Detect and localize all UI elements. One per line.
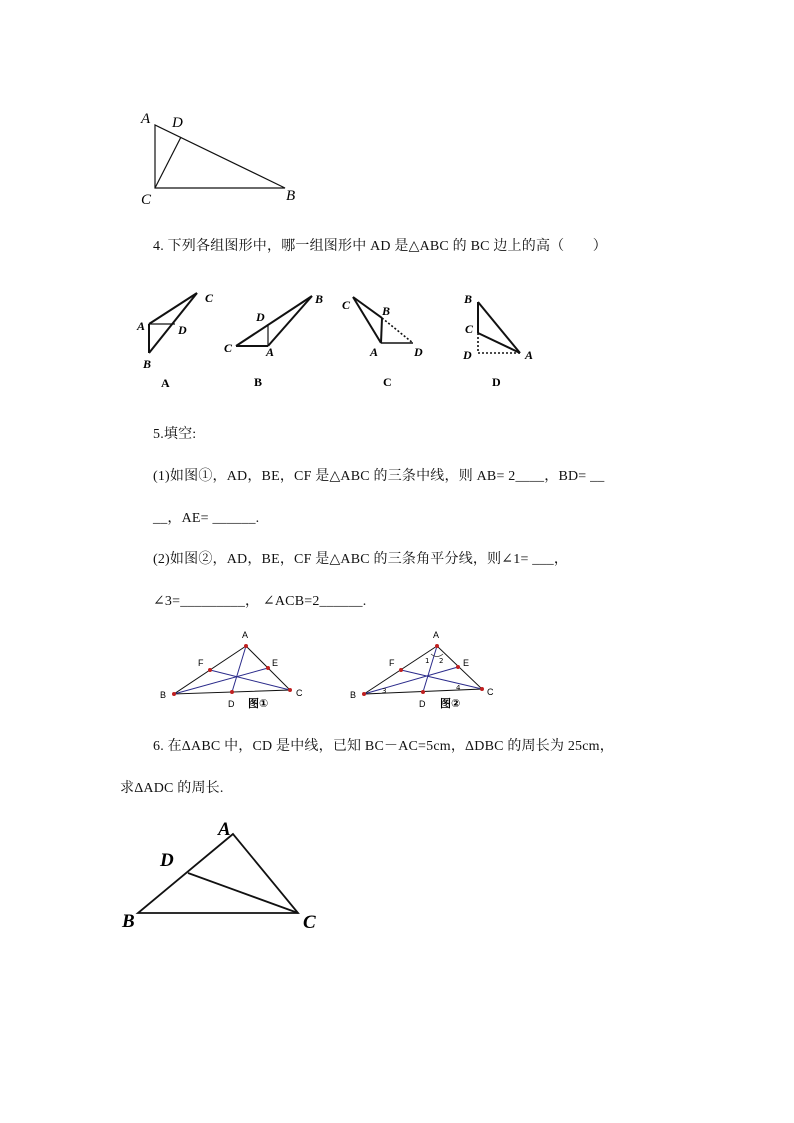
q4c-label-A: A bbox=[370, 345, 379, 359]
q4c-label-B: B bbox=[382, 304, 391, 318]
q5-title: 5.填空: bbox=[153, 427, 197, 442]
q6-label-D: D bbox=[160, 850, 174, 871]
q4b-label-A: A bbox=[266, 345, 275, 359]
q4b-label-B: B bbox=[315, 292, 324, 306]
q4a-label-D: D bbox=[178, 323, 187, 337]
q6-label-B: B bbox=[122, 911, 135, 932]
q4d-label-A: A bbox=[525, 348, 534, 362]
q5f2-angle-4: 4 bbox=[456, 684, 461, 692]
q4b-label-D: D bbox=[256, 310, 265, 324]
q6-line2: 求ΔADC 的周长. bbox=[120, 781, 224, 796]
q5f2-angle-1: 1 bbox=[425, 657, 430, 665]
q4d-caption: D bbox=[492, 375, 501, 389]
q5f1-label-F: F bbox=[198, 658, 204, 668]
q5f1-label-D: D bbox=[228, 699, 235, 709]
q5f2-caption: 图② bbox=[440, 697, 461, 710]
q5f2-label-A: A bbox=[433, 630, 440, 640]
q4a-caption: A bbox=[161, 376, 170, 390]
q6-label-C: C bbox=[303, 912, 316, 933]
q6-line1: 6. 在ΔABC 中，CD 是中线，已知 BC－AC=5cm，ΔDBC 的周长为 25cm， bbox=[153, 739, 614, 754]
q5-line2: __，AE= ______. bbox=[153, 511, 260, 526]
q4d-label-D: D bbox=[463, 348, 472, 362]
top-label-B: B bbox=[286, 188, 296, 204]
q5f1-label-C: C bbox=[296, 688, 303, 698]
q4c-caption: C bbox=[383, 375, 392, 389]
q5f1-label-E: E bbox=[272, 658, 279, 668]
q4c-label-D: D bbox=[414, 345, 423, 359]
q4a-label-B: B bbox=[143, 357, 152, 371]
q5f2-label-C: C bbox=[487, 687, 494, 697]
q4-text: 4. 下列各组图形中，哪一组图形中 AD 是△ABC 的 BC 边上的高（ ） bbox=[153, 239, 607, 254]
q4d-label-C: C bbox=[465, 322, 474, 336]
q4a-label-C: C bbox=[205, 291, 214, 305]
top-label-C: C bbox=[141, 192, 152, 208]
q5f2-label-D: D bbox=[419, 699, 426, 709]
top-label-A: A bbox=[141, 111, 151, 127]
q5f2-angle-3: 3 bbox=[382, 687, 387, 695]
q5f2-label-F: F bbox=[389, 658, 395, 668]
q5-line1: (1)如图①，AD，BE，CF 是△ABC 的三条中线，则 AB= 2____，BD= __ bbox=[153, 469, 605, 484]
q4d-label-B: B bbox=[464, 292, 473, 306]
q5f2-label-E: E bbox=[463, 658, 470, 668]
q5-line4: ∠3=_________， ∠ACB=2______. bbox=[153, 594, 367, 609]
q4c-label-C: C bbox=[342, 298, 351, 312]
q6-label-A: A bbox=[218, 819, 231, 840]
q4b-caption: B bbox=[254, 375, 263, 389]
top-label-D: D bbox=[172, 115, 183, 131]
q5f1-label-A: A bbox=[242, 630, 249, 640]
q5f1-caption: 图① bbox=[248, 697, 269, 710]
q5f1-label-B: B bbox=[160, 690, 167, 700]
q4a-label-A: A bbox=[137, 319, 146, 333]
q4b-label-C: C bbox=[224, 341, 233, 355]
q5f2-label-B: B bbox=[350, 690, 357, 700]
q5f2-angle-2: 2 bbox=[439, 657, 444, 665]
q5-line3: (2)如图②，AD，BE，CF 是△ABC 的三条角平分线，则∠1= ___， bbox=[153, 552, 569, 567]
